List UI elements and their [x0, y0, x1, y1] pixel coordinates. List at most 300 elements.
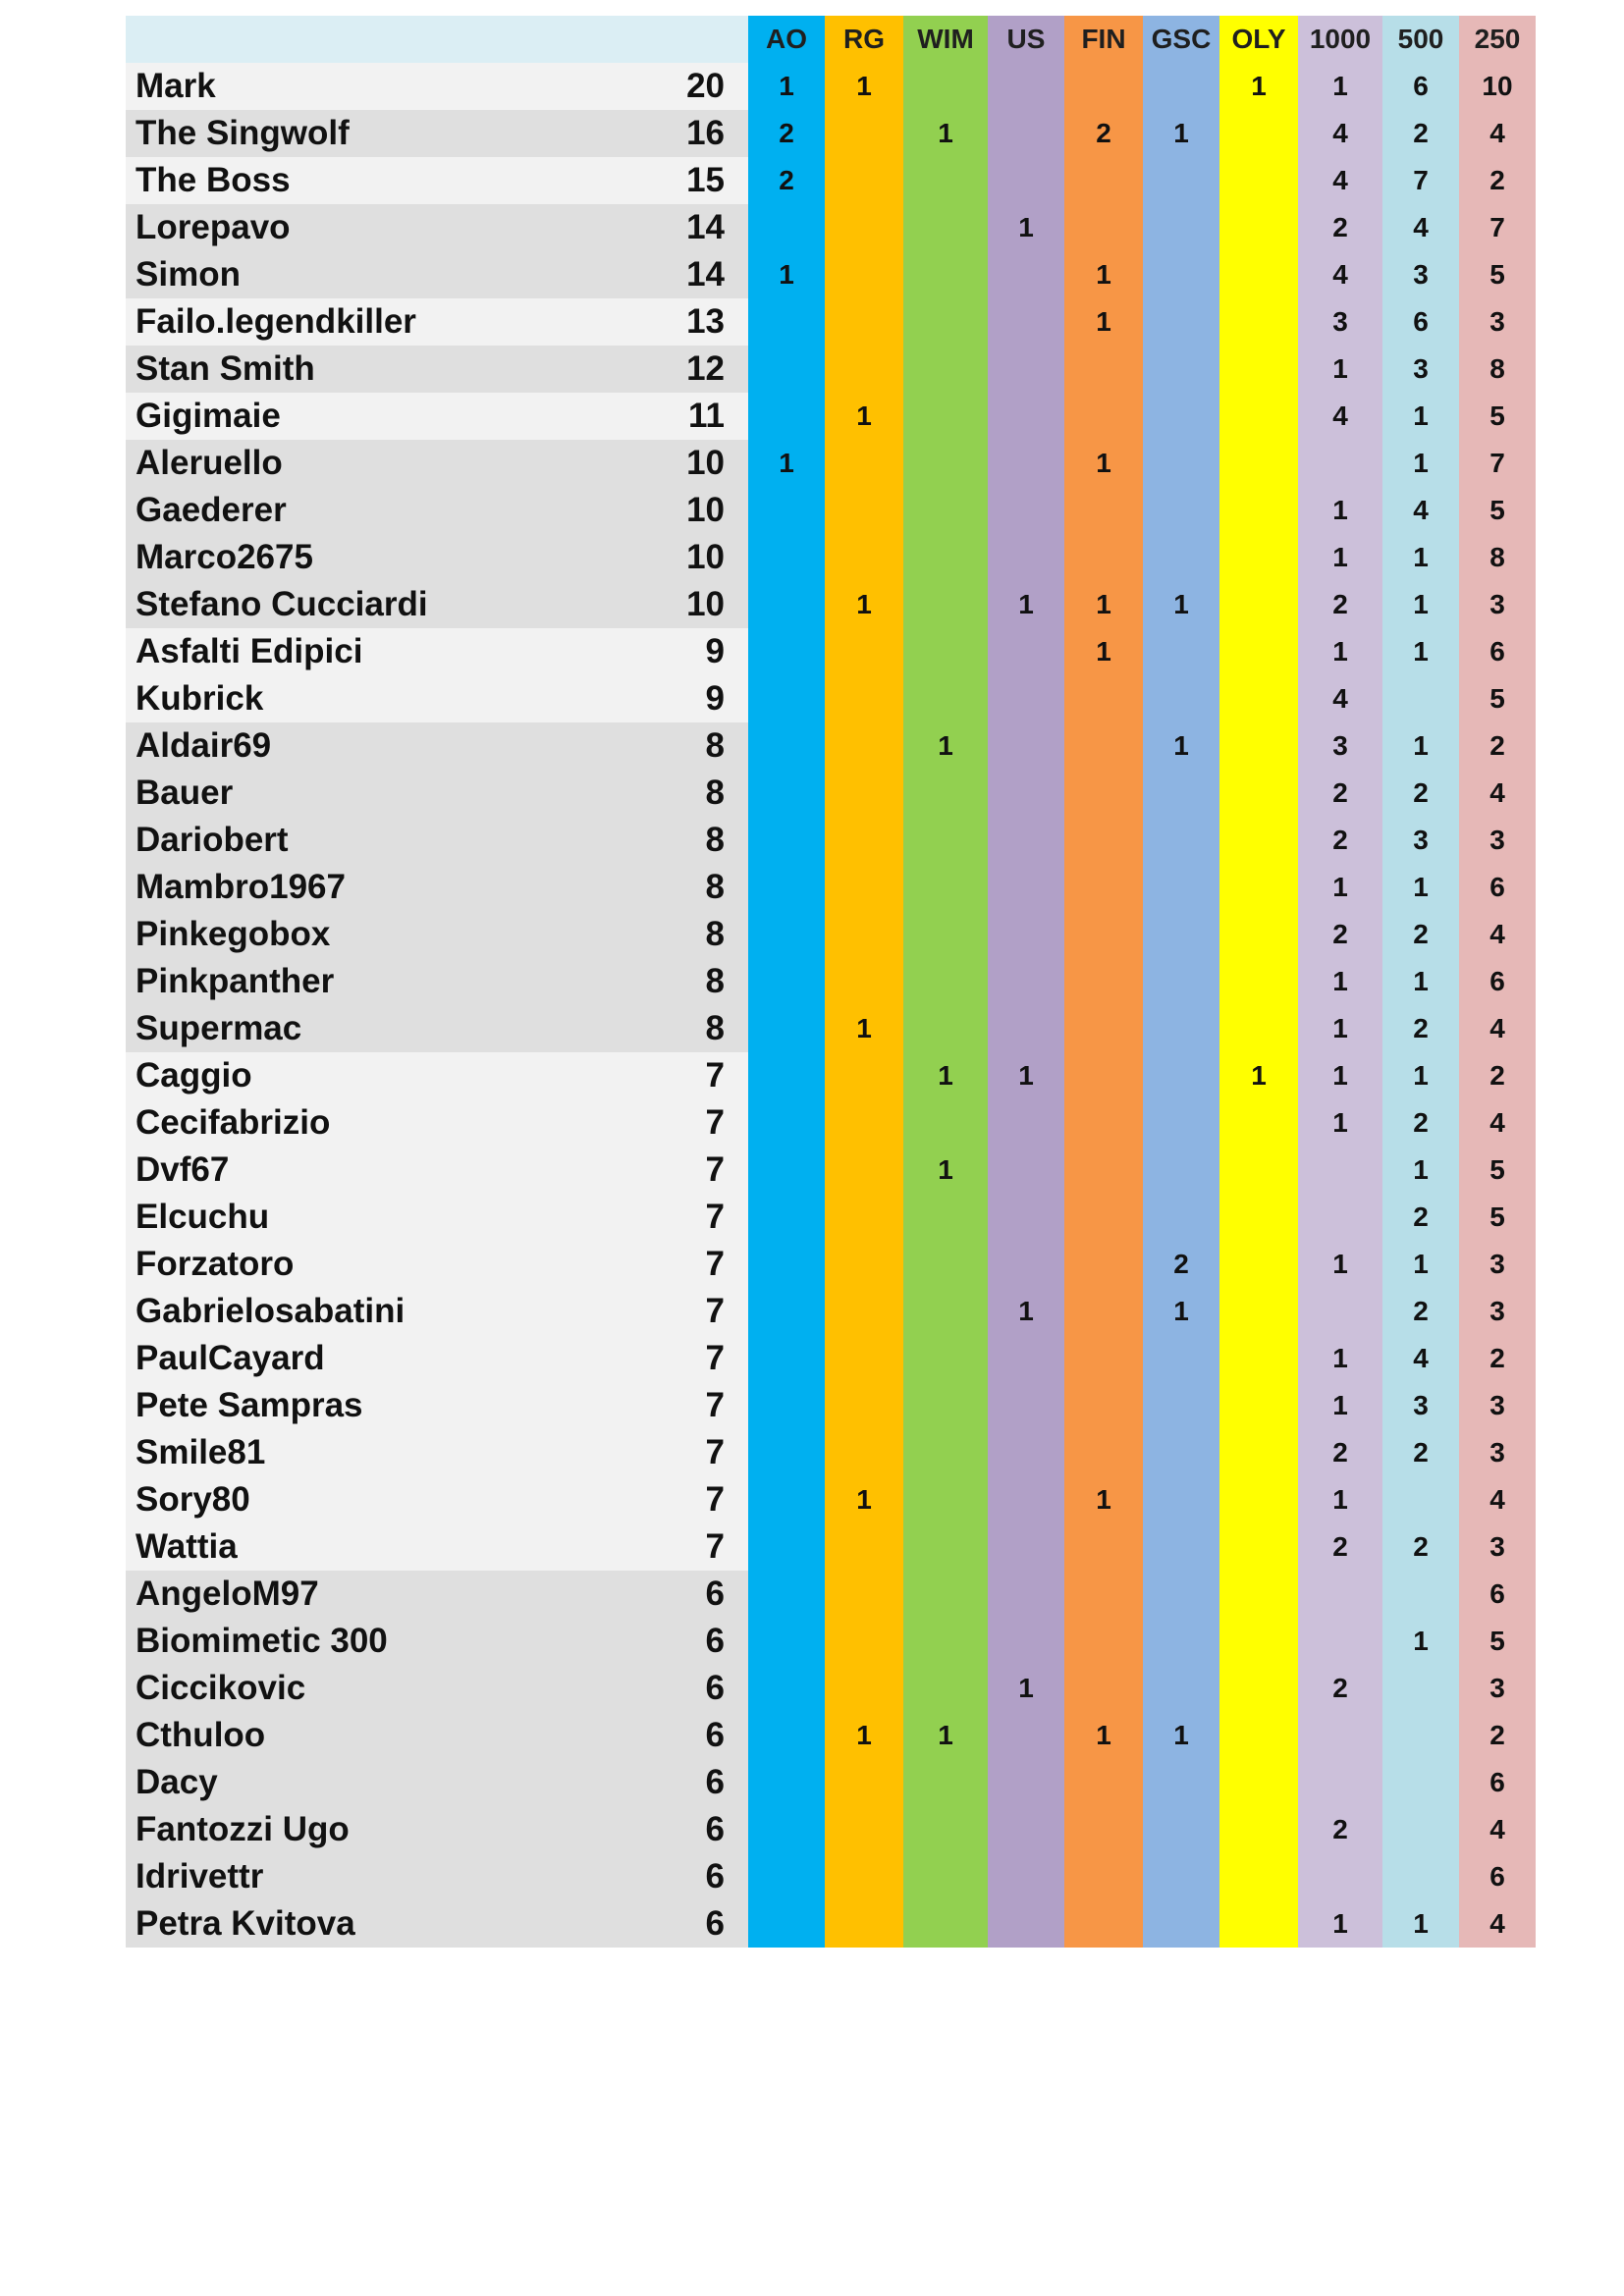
- cell-fin: [1064, 1665, 1143, 1712]
- cell-gsc: 1: [1143, 581, 1219, 628]
- cell-ao: [748, 1099, 825, 1147]
- cell-gsc: [1143, 251, 1219, 298]
- cell-wim: [903, 63, 988, 110]
- cell-gsc: [1143, 817, 1219, 864]
- cell-500: 6: [1382, 298, 1459, 346]
- cell-250: 5: [1459, 251, 1536, 298]
- player-total: 7: [646, 1523, 748, 1571]
- column-header-us: US: [988, 16, 1064, 63]
- cell-rg: [825, 1618, 903, 1665]
- cell-gsc: 2: [1143, 1241, 1219, 1288]
- cell-oly: [1219, 1429, 1298, 1476]
- cell-us: [988, 1900, 1064, 1948]
- cell-wim: [903, 534, 988, 581]
- table-row: [126, 817, 1536, 864]
- cell-oly: [1219, 487, 1298, 534]
- cell-wim: [903, 1194, 988, 1241]
- cell-oly: [1219, 251, 1298, 298]
- player-name: Kubrick: [126, 675, 646, 722]
- player-name: PaulCayard: [126, 1335, 646, 1382]
- player-total: 9: [646, 675, 748, 722]
- cell-gsc: [1143, 864, 1219, 911]
- cell-1000: 1: [1298, 346, 1382, 393]
- cell-rg: [825, 628, 903, 675]
- table-row: [126, 1429, 1536, 1476]
- cell-us: 1: [988, 204, 1064, 251]
- player-total: 11: [646, 393, 748, 440]
- cell-us: [988, 110, 1064, 157]
- column-header-1000: 1000: [1298, 16, 1382, 63]
- cell-gsc: [1143, 1335, 1219, 1382]
- table-row: [126, 1806, 1536, 1853]
- cell-fin: [1064, 1806, 1143, 1853]
- cell-wim: [903, 1335, 988, 1382]
- cell-ao: 1: [748, 251, 825, 298]
- player-total: 6: [646, 1806, 748, 1853]
- player-total: 8: [646, 770, 748, 817]
- cell-fin: [1064, 393, 1143, 440]
- table-row: [126, 1052, 1536, 1099]
- table-row: [126, 675, 1536, 722]
- player-total: 10: [646, 440, 748, 487]
- player-total: 8: [646, 817, 748, 864]
- cell-fin: 1: [1064, 1476, 1143, 1523]
- cell-oly: [1219, 1806, 1298, 1853]
- table-row: [126, 1571, 1536, 1618]
- cell-us: 1: [988, 1052, 1064, 1099]
- cell-500: 6: [1382, 63, 1459, 110]
- cell-us: [988, 346, 1064, 393]
- cell-ao: [748, 1382, 825, 1429]
- player-name: AngeloM97: [126, 1571, 646, 1618]
- cell-1000: 2: [1298, 817, 1382, 864]
- cell-fin: [1064, 722, 1143, 770]
- cell-us: [988, 1759, 1064, 1806]
- cell-rg: [825, 1759, 903, 1806]
- cell-fin: [1064, 958, 1143, 1005]
- table-row: [126, 1476, 1536, 1523]
- cell-gsc: [1143, 1853, 1219, 1900]
- cell-rg: [825, 204, 903, 251]
- cell-gsc: [1143, 628, 1219, 675]
- cell-gsc: [1143, 1005, 1219, 1052]
- cell-oly: [1219, 1665, 1298, 1712]
- cell-250: 3: [1459, 1523, 1536, 1571]
- cell-oly: [1219, 911, 1298, 958]
- table-row: [126, 911, 1536, 958]
- table-row: [126, 110, 1536, 157]
- cell-gsc: 1: [1143, 1712, 1219, 1759]
- cell-500: 1: [1382, 534, 1459, 581]
- table-row: [126, 298, 1536, 346]
- cell-oly: [1219, 1853, 1298, 1900]
- cell-1000: [1298, 1759, 1382, 1806]
- cell-fin: [1064, 534, 1143, 581]
- player-total: 10: [646, 534, 748, 581]
- cell-fin: [1064, 1853, 1143, 1900]
- cell-500: 2: [1382, 1099, 1459, 1147]
- table-row: [126, 1665, 1536, 1712]
- cell-500: 2: [1382, 1288, 1459, 1335]
- player-total: 6: [646, 1665, 748, 1712]
- player-total: 15: [646, 157, 748, 204]
- table-row: [126, 770, 1536, 817]
- cell-500: 2: [1382, 1429, 1459, 1476]
- cell-us: [988, 958, 1064, 1005]
- cell-wim: [903, 1241, 988, 1288]
- player-name: Pinkpanther: [126, 958, 646, 1005]
- player-name: Forzatoro: [126, 1241, 646, 1288]
- cell-gsc: [1143, 1759, 1219, 1806]
- cell-us: [988, 440, 1064, 487]
- cell-250: 2: [1459, 1335, 1536, 1382]
- cell-250: 4: [1459, 1099, 1536, 1147]
- cell-500: [1382, 1759, 1459, 1806]
- cell-1000: 4: [1298, 393, 1382, 440]
- cell-us: [988, 817, 1064, 864]
- player-total: 7: [646, 1288, 748, 1335]
- cell-1000: 1: [1298, 534, 1382, 581]
- cell-fin: [1064, 770, 1143, 817]
- table-row: [126, 157, 1536, 204]
- cell-gsc: [1143, 204, 1219, 251]
- cell-fin: 1: [1064, 298, 1143, 346]
- cell-gsc: [1143, 1194, 1219, 1241]
- column-header-gsc: GSC: [1143, 16, 1219, 63]
- table-row: [126, 393, 1536, 440]
- cell-rg: [825, 770, 903, 817]
- table-row: [126, 1523, 1536, 1571]
- player-total: 8: [646, 864, 748, 911]
- table-row: [126, 628, 1536, 675]
- player-total: 6: [646, 1618, 748, 1665]
- cell-1000: [1298, 1288, 1382, 1335]
- cell-wim: 1: [903, 110, 988, 157]
- cell-fin: [1064, 157, 1143, 204]
- cell-wim: [903, 628, 988, 675]
- cell-gsc: [1143, 1429, 1219, 1476]
- cell-fin: [1064, 1147, 1143, 1194]
- cell-1000: [1298, 1853, 1382, 1900]
- table-row: [126, 1382, 1536, 1429]
- cell-wim: [903, 157, 988, 204]
- player-name: Dacy: [126, 1759, 646, 1806]
- cell-ao: [748, 722, 825, 770]
- table-row: [126, 1759, 1536, 1806]
- cell-250: 3: [1459, 298, 1536, 346]
- cell-1000: 2: [1298, 204, 1382, 251]
- cell-250: 5: [1459, 675, 1536, 722]
- cell-fin: [1064, 911, 1143, 958]
- cell-oly: [1219, 1005, 1298, 1052]
- cell-ao: [748, 864, 825, 911]
- player-total: 6: [646, 1900, 748, 1948]
- cell-1000: 2: [1298, 770, 1382, 817]
- cell-wim: 1: [903, 722, 988, 770]
- cell-wim: [903, 204, 988, 251]
- cell-rg: [825, 1099, 903, 1147]
- player-name: Elcuchu: [126, 1194, 646, 1241]
- player-total: 7: [646, 1429, 748, 1476]
- player-name: Fantozzi Ugo: [126, 1806, 646, 1853]
- cell-250: 8: [1459, 534, 1536, 581]
- cell-fin: 1: [1064, 581, 1143, 628]
- cell-ao: [748, 1900, 825, 1948]
- cell-500: 1: [1382, 440, 1459, 487]
- cell-rg: [825, 675, 903, 722]
- cell-gsc: [1143, 1665, 1219, 1712]
- cell-us: [988, 864, 1064, 911]
- cell-rg: [825, 298, 903, 346]
- cell-wim: [903, 1665, 988, 1712]
- table-row: [126, 1241, 1536, 1288]
- cell-rg: [825, 157, 903, 204]
- cell-250: 3: [1459, 1241, 1536, 1288]
- cell-rg: [825, 487, 903, 534]
- cell-1000: 1: [1298, 1900, 1382, 1948]
- cell-gsc: 1: [1143, 110, 1219, 157]
- cell-wim: [903, 487, 988, 534]
- cell-250: 5: [1459, 1618, 1536, 1665]
- cell-wim: [903, 440, 988, 487]
- cell-ao: [748, 204, 825, 251]
- cell-wim: [903, 581, 988, 628]
- cell-500: 2: [1382, 911, 1459, 958]
- player-name: The Boss: [126, 157, 646, 204]
- cell-250: 4: [1459, 1476, 1536, 1523]
- cell-wim: [903, 298, 988, 346]
- cell-500: [1382, 1712, 1459, 1759]
- player-total: 10: [646, 581, 748, 628]
- cell-us: [988, 1476, 1064, 1523]
- cell-ao: [748, 958, 825, 1005]
- cell-ao: [748, 487, 825, 534]
- player-total: 7: [646, 1241, 748, 1288]
- cell-fin: [1064, 1241, 1143, 1288]
- player-total: 7: [646, 1476, 748, 1523]
- player-total: 10: [646, 487, 748, 534]
- table-row: [126, 487, 1536, 534]
- player-name: Smile81: [126, 1429, 646, 1476]
- table-row: [126, 1099, 1536, 1147]
- cell-500: [1382, 1476, 1459, 1523]
- player-total: 7: [646, 1099, 748, 1147]
- table-row: [126, 958, 1536, 1005]
- cell-ao: [748, 1712, 825, 1759]
- player-total: 7: [646, 1382, 748, 1429]
- cell-500: 4: [1382, 487, 1459, 534]
- cell-ao: [748, 1665, 825, 1712]
- cell-250: 6: [1459, 958, 1536, 1005]
- cell-1000: 1: [1298, 1476, 1382, 1523]
- cell-fin: [1064, 1618, 1143, 1665]
- cell-rg: [825, 1665, 903, 1712]
- cell-rg: [825, 1382, 903, 1429]
- cell-rg: [825, 911, 903, 958]
- cell-rg: [825, 1241, 903, 1288]
- cell-1000: 3: [1298, 298, 1382, 346]
- cell-wim: [903, 1382, 988, 1429]
- cell-ao: [748, 1571, 825, 1618]
- cell-rg: [825, 1052, 903, 1099]
- cell-wim: [903, 864, 988, 911]
- player-name: Simon: [126, 251, 646, 298]
- cell-500: 4: [1382, 204, 1459, 251]
- cell-1000: 2: [1298, 1806, 1382, 1853]
- cell-oly: [1219, 864, 1298, 911]
- cell-rg: [825, 817, 903, 864]
- cell-1000: 1: [1298, 1052, 1382, 1099]
- player-name: Ciccikovic: [126, 1665, 646, 1712]
- cell-rg: [825, 1900, 903, 1948]
- column-header-250: 250: [1459, 16, 1536, 63]
- cell-250: 4: [1459, 1005, 1536, 1052]
- cell-us: [988, 1147, 1064, 1194]
- cell-gsc: [1143, 1382, 1219, 1429]
- cell-250: 3: [1459, 1429, 1536, 1476]
- ranking-table: [126, 16, 1536, 1948]
- cell-wim: [903, 1759, 988, 1806]
- cell-wim: [903, 1476, 988, 1523]
- column-header-500: 500: [1382, 16, 1459, 63]
- cell-fin: [1064, 1005, 1143, 1052]
- cell-1000: 4: [1298, 110, 1382, 157]
- cell-gsc: 1: [1143, 1288, 1219, 1335]
- cell-1000: 1: [1298, 958, 1382, 1005]
- cell-500: 1: [1382, 1241, 1459, 1288]
- cell-250: 7: [1459, 440, 1536, 487]
- cell-wim: [903, 1288, 988, 1335]
- cell-1000: 1: [1298, 1382, 1382, 1429]
- cell-rg: [825, 110, 903, 157]
- cell-oly: [1219, 110, 1298, 157]
- cell-ao: [748, 1147, 825, 1194]
- column-header-fin: FIN: [1064, 16, 1143, 63]
- cell-1000: 2: [1298, 911, 1382, 958]
- cell-rg: 1: [825, 1005, 903, 1052]
- cell-us: [988, 1241, 1064, 1288]
- player-name: Aleruello: [126, 440, 646, 487]
- cell-gsc: [1143, 393, 1219, 440]
- cell-wim: 1: [903, 1712, 988, 1759]
- player-name: Gigimaie: [126, 393, 646, 440]
- player-name: The Singwolf: [126, 110, 646, 157]
- table-row: [126, 63, 1536, 110]
- cell-gsc: [1143, 958, 1219, 1005]
- cell-gsc: [1143, 440, 1219, 487]
- player-name: Pete Sampras: [126, 1382, 646, 1429]
- cell-oly: [1219, 1759, 1298, 1806]
- cell-250: 2: [1459, 157, 1536, 204]
- cell-oly: [1219, 1618, 1298, 1665]
- column-header-ao: AO: [748, 16, 825, 63]
- cell-oly: [1219, 1099, 1298, 1147]
- cell-fin: [1064, 346, 1143, 393]
- table-body: [126, 63, 1536, 1948]
- table-row: [126, 346, 1536, 393]
- cell-500: 2: [1382, 110, 1459, 157]
- cell-ao: [748, 1618, 825, 1665]
- cell-gsc: [1143, 346, 1219, 393]
- player-total: 8: [646, 1005, 748, 1052]
- cell-1000: 2: [1298, 1429, 1382, 1476]
- cell-oly: [1219, 1523, 1298, 1571]
- cell-1000: 4: [1298, 251, 1382, 298]
- cell-fin: [1064, 1759, 1143, 1806]
- cell-fin: [1064, 1382, 1143, 1429]
- cell-250: 5: [1459, 487, 1536, 534]
- cell-250: 3: [1459, 1288, 1536, 1335]
- cell-1000: 1: [1298, 487, 1382, 534]
- player-total: 13: [646, 298, 748, 346]
- table-row: [126, 1194, 1536, 1241]
- table-header: [126, 16, 1536, 63]
- cell-gsc: [1143, 911, 1219, 958]
- cell-ao: [748, 1806, 825, 1853]
- cell-fin: 1: [1064, 628, 1143, 675]
- player-name: Biomimetic 300: [126, 1618, 646, 1665]
- cell-us: [988, 675, 1064, 722]
- cell-250: 4: [1459, 911, 1536, 958]
- cell-1000: [1298, 1571, 1382, 1618]
- cell-gsc: [1143, 1099, 1219, 1147]
- cell-250: 5: [1459, 393, 1536, 440]
- player-name: Aldair69: [126, 722, 646, 770]
- cell-rg: [825, 864, 903, 911]
- player-total: 6: [646, 1853, 748, 1900]
- cell-rg: 1: [825, 581, 903, 628]
- cell-us: 1: [988, 1665, 1064, 1712]
- cell-ao: [748, 534, 825, 581]
- cell-wim: [903, 251, 988, 298]
- cell-250: 6: [1459, 1853, 1536, 1900]
- cell-us: [988, 1853, 1064, 1900]
- cell-500: 4: [1382, 1335, 1459, 1382]
- cell-rg: [825, 251, 903, 298]
- cell-ao: [748, 817, 825, 864]
- cell-500: 3: [1382, 1382, 1459, 1429]
- cell-500: 1: [1382, 1618, 1459, 1665]
- cell-rg: [825, 1853, 903, 1900]
- player-total: 8: [646, 958, 748, 1005]
- cell-250: 6: [1459, 1759, 1536, 1806]
- cell-ao: 2: [748, 110, 825, 157]
- cell-rg: [825, 1335, 903, 1382]
- cell-oly: [1219, 1147, 1298, 1194]
- cell-wim: [903, 1618, 988, 1665]
- column-header-rg: RG: [825, 16, 903, 63]
- cell-fin: [1064, 817, 1143, 864]
- cell-500: 2: [1382, 1194, 1459, 1241]
- cell-gsc: [1143, 298, 1219, 346]
- cell-250: 4: [1459, 1900, 1536, 1948]
- header-blank-cell: [126, 16, 748, 63]
- player-name: Sory80: [126, 1476, 646, 1523]
- cell-us: [988, 298, 1064, 346]
- cell-us: [988, 1429, 1064, 1476]
- cell-250: 4: [1459, 770, 1536, 817]
- cell-fin: 2: [1064, 110, 1143, 157]
- cell-fin: [1064, 1900, 1143, 1948]
- cell-ao: [748, 1052, 825, 1099]
- player-name: Wattia: [126, 1523, 646, 1571]
- player-total: 20: [646, 63, 748, 110]
- player-name: Petra Kvitova: [126, 1900, 646, 1948]
- cell-us: [988, 722, 1064, 770]
- cell-wim: 1: [903, 1052, 988, 1099]
- cell-fin: [1064, 1194, 1143, 1241]
- cell-500: [1382, 1665, 1459, 1712]
